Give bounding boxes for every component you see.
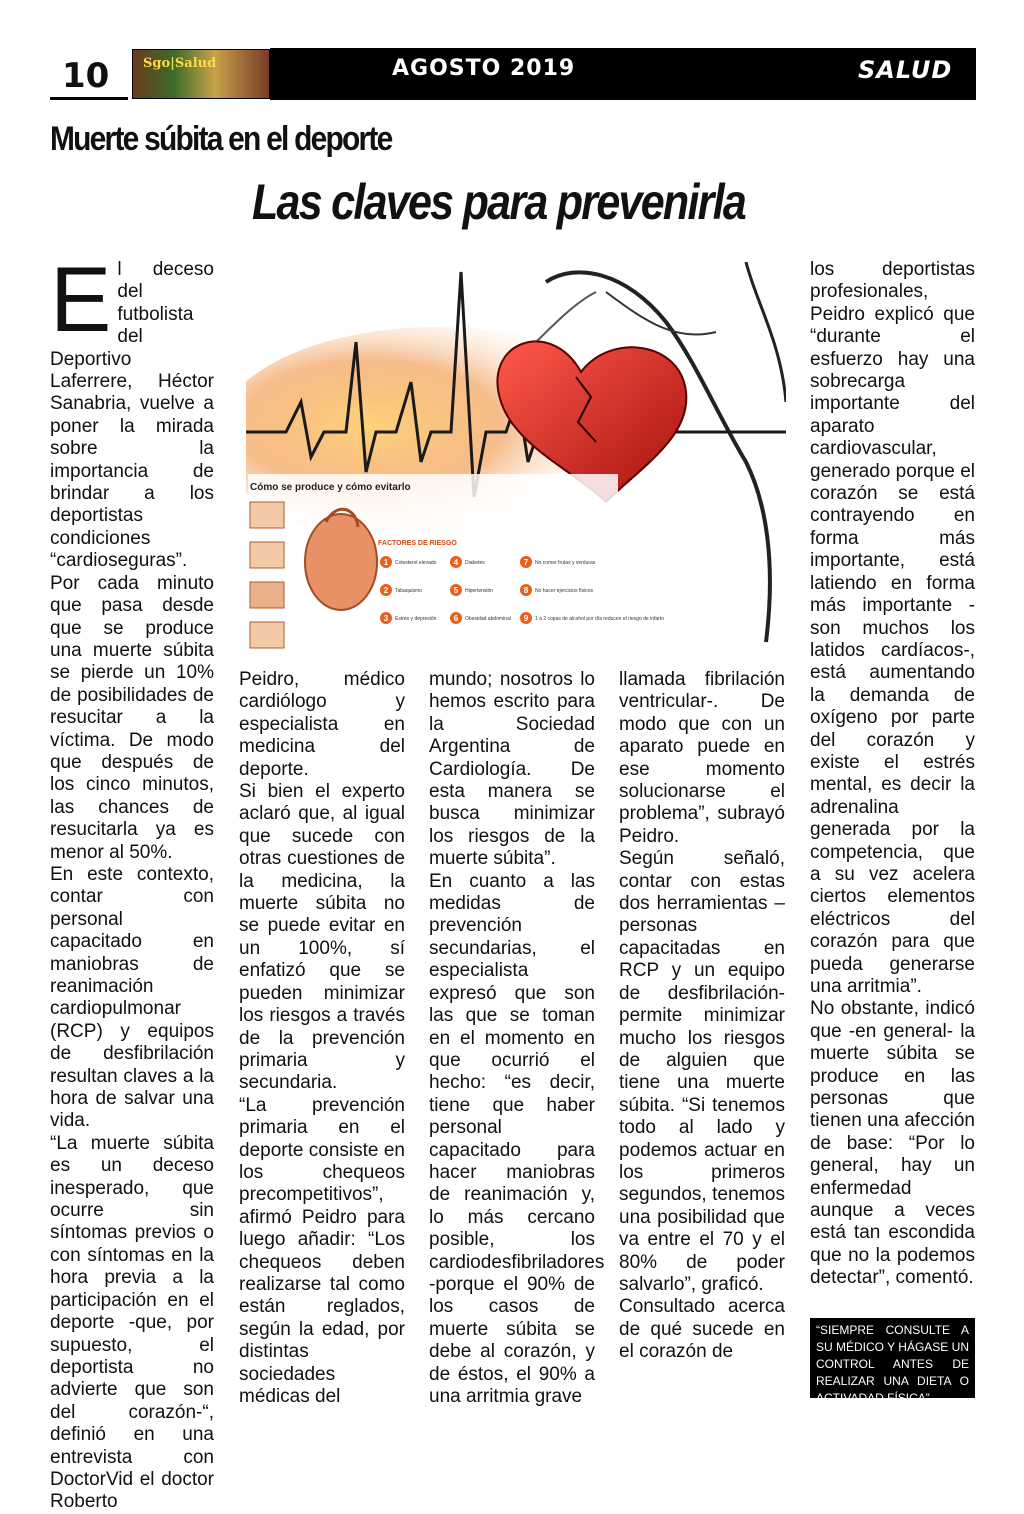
article-headline: Las claves para prevenirla [252, 174, 746, 230]
logo-text: Sgo|Salud [143, 56, 217, 71]
risk-factor-label: 1 a 2 copas de alcohol por día reducen el riesgo de infarto [535, 616, 664, 622]
illustration-graphic [246, 262, 786, 660]
risk-factor-number: 7 [523, 558, 529, 567]
header-rule [50, 97, 128, 100]
article-column-1 [50, 249, 214, 1514]
issue-date: AGOSTO 2019 [392, 56, 576, 81]
column-1-text: l deceso del futbolista del Deportivo Laferrere, Héctor Sanabria, vuelve a poner la mirada sobre la importancia de brindar a los deportistas condiciones “cardioseguras”. Por cada minuto que pasa desde que se produce una muerte súbita se pierde un 10% de posibilidades de resucitar a la víctima. De modo que después de los cinco minutos, las chances de resucitarla ya es menor al 50%. En este contexto, contar con personal capacitado en maniobras de reanimación cardiopulmonar (RCP) y equipos de desfibrilación resultan claves a la hora de salvar una vida. “La muerte súbita es un deceso inesperado, que ocurre sin síntomas previos o con síntomas en la hora previa a la participación en el deporte -que, por supuesto, el deportista no advierte que son del corazón-“, definió en una entrevista con DoctorVid el doctor Roberto [50, 259, 214, 1513]
infographic-panel [248, 474, 618, 659]
section-name: SALUD [858, 56, 953, 84]
risk-factor-number: 5 [453, 586, 459, 595]
risk-factor-number: 6 [453, 614, 459, 623]
factors-title: FACTORES DE RIESGO [378, 540, 457, 547]
risk-factor-label: Obesidad abdominal [465, 616, 511, 622]
risk-factor-label: No hacer ejercicios físicos [535, 588, 594, 594]
infographic-title: Cómo se produce y cómo evitarlo [250, 482, 411, 493]
column-2-text: Peidro, médico cardiólogo y especialista en medicina del deporte. Si bien el experto aclaró que, al igual que sucede con otras cuestiones de la medicina, la muerte súbita no se puede evitar en un 100%, sí enfatizó que se pueden minimizar los riesgos a través de la prevención primaria y secundaria. “La prevención primaria en el deporte consiste en los chequeos precompetitivos”, afirmó Peidro para luego añadir: “Los chequeos deben realizarse tal como están reglados, según la edad, por distintas sociedades médicas del [239, 669, 405, 1407]
column-4-text: llamada fibrilación ventricular-. De modo que con un aparato puede en ese momento solucionarse el problema”, subrayó Peidro. Según señaló, contar con estas dos herramientas –personas capacitadas en RCP y un equipo de desfibrilación- permite minimizar mucho los riesgos de alguien que tiene una muerte súbita. “Si tenemos todo al lado y podemos actuar en los primeros segundos, tenemos una posibilidad que va entre el 70 y el 80% de poder salvarlo”, graficó. Consultado acerca de qué sucede en el corazón de [619, 669, 785, 1363]
column-5-text: los deportistas profesionales, Peidro explicó que “durante el esfuerzo hay una sobrecarga importante del aparato cardiovascular, generado porque el corazón se está contrayendo en forma más importante, está latiendo en forma más importante -son muchos los latidos cardíacos-, está aumentando la demanda de oxígeno por parte del corazón y existe el estrés mental, es decir la adrenalina generada por la competencia, que a su vez acelera ciertos elementos eléctricos del corazón para que pueda generarse una arritmia”. No obstante, indicó que -en general- la muerte súbita se produce en las personas que tienen una afección de base: “Por lo general, hay un enfermedad aunque a veces está tan escondida que no la podemos detectar”, comentó. [810, 259, 975, 1289]
risk-factor-number: 9 [523, 614, 529, 623]
advice-note-box: “SIEMPRE CONSULTE A SU MÉDICO Y HÁGASE UN CONTROL ANTES DE REALIZAR UNA DIETA O ACTIVADAD FÍSICA” [810, 1318, 975, 1398]
risk-factor-label: No comer frutas y verduras [535, 560, 596, 566]
heart-illustration [246, 262, 786, 660]
risk-factor-number: 2 [383, 586, 389, 595]
section-logo [132, 49, 270, 99]
risk-factor-number: 4 [453, 558, 459, 567]
column-3-text: mundo; nosotros lo hemos escrito para la Sociedad Argentina de Cardiología. De esta manera se busca minimizar los riesgos de la muerte súbita”. En cuanto a las medidas de prevención secundarias, el especialista expresó que son las que se toman en el momento en que ocurrió el hecho: “es decir, tiene que haber personal capacitado para hacer maniobras de reanimación y, lo más cercano posible, los cardiodesfibriladores -porque el 90% de los casos de muerte súbita se debe al corazón, y de éstos, el 90% a una arritmia grave [429, 669, 605, 1407]
article-column-4 [619, 669, 785, 1364]
article-column-3 [429, 669, 605, 1408]
page-number: 10 [62, 56, 110, 96]
article-kicker: Muerte súbita en el deporte [50, 120, 392, 158]
drop-cap: E [50, 249, 112, 351]
risk-factor-label: Tabaquismo [395, 588, 422, 594]
risk-factor-label: Diabetes [465, 560, 485, 566]
risk-factor-label: Hipertensión [465, 588, 494, 594]
article-column-5 [810, 259, 975, 1290]
risk-factor-label: Estrés y depresión [395, 616, 437, 622]
risk-factor-label: Colesterol elevado [395, 560, 437, 566]
risk-factor-number: 3 [383, 614, 389, 623]
risk-factor-number: 8 [523, 586, 529, 595]
risk-factor-number: 1 [383, 558, 389, 567]
article-column-2 [239, 669, 405, 1408]
